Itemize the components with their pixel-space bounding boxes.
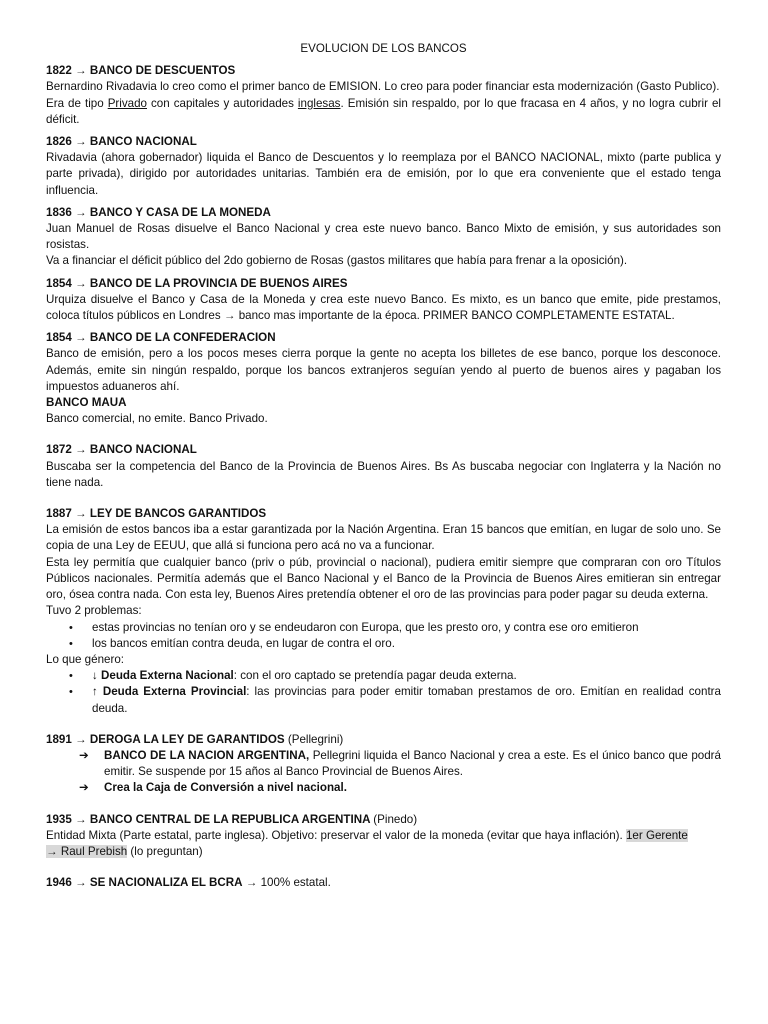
section-1854-provincia-heading: 1854 → BANCO DE LA PROVINCIA DE BUENOS AIRES: [46, 276, 348, 290]
section-1822-paragraph-2: Era de tipo Privado con capitales y autoridades inglesas. Emisión sin respaldo, por lo que fracasa en 4 años, y no logra cubrir el déficit.: [46, 96, 722, 126]
arrow-icon: →: [75, 64, 87, 78]
banco-maua-paragraph: Banco comercial, no emite. Banco Privado.: [46, 412, 268, 426]
section-1872: [46, 442, 721, 491]
banco-maua-heading: BANCO MAUA: [46, 396, 127, 410]
section-1872-paragraph: Buscaba ser la competencia del Banco de la Provincia de Buenos Aires. Bs As buscaba negociar con Inglaterra y la Nación no tiene nada.: [46, 459, 721, 489]
section-1826: [46, 134, 721, 199]
arrow-icon: →: [75, 812, 87, 826]
arrow-icon: →: [75, 205, 87, 219]
section-1826-heading: 1826 → BANCO NACIONAL: [46, 135, 197, 149]
section-1826-paragraph: Rivadavia (ahora gobernador) liquida el Banco de Descuentos y lo reemplaza por el BANCO NACIONAL, mixto (parte publica y parte privada), dirigido por autoridades unitarias. También era de emisión, por lo que era conveniente que el estado tenga influencia.: [46, 151, 721, 197]
section-1836-paragraph-1: Juan Manuel de Rosas disuelve el Banco Nacional y crea este nuevo banco. Banco Mixto de emisión, y sus autoridades son rosistas.: [46, 222, 721, 252]
section-1822: [46, 63, 721, 128]
highlighted-text: 1er Gerente: [625, 828, 688, 842]
highlighted-text: → Raul Prebish: [46, 844, 128, 858]
list-item: • ↓ Deuda Externa Nacional: con el oro captado se pretendía pagar deuda externa.: [46, 668, 721, 684]
document-title: EVOLUCION DE LOS BANCOS: [300, 42, 467, 55]
section-1836: [46, 205, 721, 270]
section-1872-heading: 1872 → BANCO NACIONAL: [46, 443, 197, 457]
section-1836-paragraph-2: Va a financiar el déficit público del 2do gobierno de Rosas (gastos militares que había para frenar a la oposición).: [46, 254, 628, 268]
section-1854-provincia-paragraph: Urquiza disuelve el Banco y Casa de la Moneda y crea este nuevo Banco. Es mixto, es un banco que emite, pide prestamos, coloca títulos públicos en Londres → banco mas importante de la época. PRIMER BANCO COMPLETAMENTE ESTATAL.: [46, 292, 721, 323]
section-1854-confederacion-paragraph: Banco de emisión, pero a los pocos meses cierra porque la gente no acepta los billetes de ese banco, porque los desconoce. Además, emite sin ningún respaldo, porque los bancos extranjeros seguían yendo al puerto de buenos aires y pagaban los impuestos aduaneros ahí.: [46, 347, 721, 393]
section-1822-paragraph-1: Bernardino Rivadavia lo creo como el primer banco de EMISION. Lo creo para poder financiar esta modernización (Gasto Publico).: [46, 80, 720, 94]
section-1891-list: [46, 748, 721, 797]
arrow-bullet-icon: ➔: [79, 781, 89, 795]
generated-label: Lo que género:: [46, 652, 125, 666]
arrow-icon: →: [245, 876, 258, 890]
section-1887: [46, 506, 721, 717]
section-1887-heading: 1887 → LEY DE BANCOS GARANTIDOS: [46, 507, 267, 521]
section-1935-paragraph: Entidad Mixta (Parte estatal, parte inglesa). Objetivo: preservar el valor de la moneda (evitar que haya inflación). 1er Gerente → Raul Prebish (lo preguntan): [46, 828, 688, 858]
arrow-icon: →: [75, 732, 87, 746]
arrow-icon: →: [75, 876, 87, 890]
arrow-down-icon: ↓: [92, 669, 98, 683]
section-1946: [46, 875, 721, 891]
section-1935-heading: 1935 → BANCO CENTRAL DE LA REPUBLICA ARGENTINA (Pinedo): [46, 812, 418, 826]
section-1891: [46, 732, 721, 797]
arrow-icon: →: [223, 309, 236, 323]
list-item: • ↑ Deuda Externa Provincial: las provincias para poder emitir tomaban prestamos de oro. Emitían en realidad contra deuda.: [46, 684, 721, 716]
arrow-icon: →: [75, 135, 87, 149]
list-item: ➔ Crea la Caja de Conversión a nivel nacional.: [46, 780, 721, 796]
section-1887-paragraph-1: La emisión de estos bancos iba a estar garantizada por la Nación Argentina. Eran 15 bancos que emitían, en lugar de solo uno. Se copia de una Ley de EEUU, que allá si funciona pero acá no va a funcionar.: [46, 523, 721, 553]
section-1935: [46, 812, 721, 861]
arrow-icon: →: [75, 276, 87, 290]
section-1854-provincia: [46, 276, 721, 325]
arrow-icon: →: [75, 443, 87, 457]
problems-label: Tuvo 2 problemas:: [46, 604, 142, 618]
document-page: [46, 41, 721, 897]
section-1854-confederacion: [46, 330, 721, 427]
section-1836-heading: 1836 → BANCO Y CASA DE LA MONEDA: [46, 205, 271, 219]
arrow-icon: →: [75, 507, 87, 521]
consequences-list: [46, 668, 721, 717]
section-1891-heading: 1891 → DEROGA LA LEY DE GARANTIDOS (Pellegrini): [46, 732, 344, 746]
section-1822-heading: 1822 → BANCO DE DESCUENTOS: [46, 64, 236, 78]
section-1887-paragraph-2: Esta ley permitía que cualquier banco (priv o púb, provincial o nacional), pudiera emitir siempre que compraran con oro Títulos Públicos nacionales. Permitía además que el Banco Nacional y el Banco de la Provincia de Buenos Aires emitieran sin entregar oro, ósea contra nada. Con esta ley, Buenos Aires pretendía obtener el oro de las provincias para poder pagar su deuda externa.: [46, 555, 721, 602]
section-1854-confederacion-heading: 1854 → BANCO DE LA CONFEDERACION: [46, 331, 276, 345]
arrow-bullet-icon: ➔: [79, 748, 89, 762]
list-item: • estas provincias no tenían oro y se endeudaron con Europa, que les presto oro, y contra ese oro emitieron: [46, 620, 721, 636]
problems-list: [46, 620, 721, 652]
section-1946-heading: 1946 → SE NACIONALIZA EL BCRA → 100% estatal.: [46, 876, 331, 890]
arrow-icon: →: [75, 331, 87, 345]
list-item: ➔ BANCO DE LA NACION ARGENTINA, Pellegrini liquida el Banco Nacional y crea a este. Es el único banco que podrá emitir. Se suspende por 15 años al Banco Provincial de Buenos Aires.: [79, 748, 721, 779]
list-item: • los bancos emitían contra deuda, en lugar de contra el oro.: [46, 636, 721, 652]
arrow-up-icon: ↑: [92, 685, 98, 699]
